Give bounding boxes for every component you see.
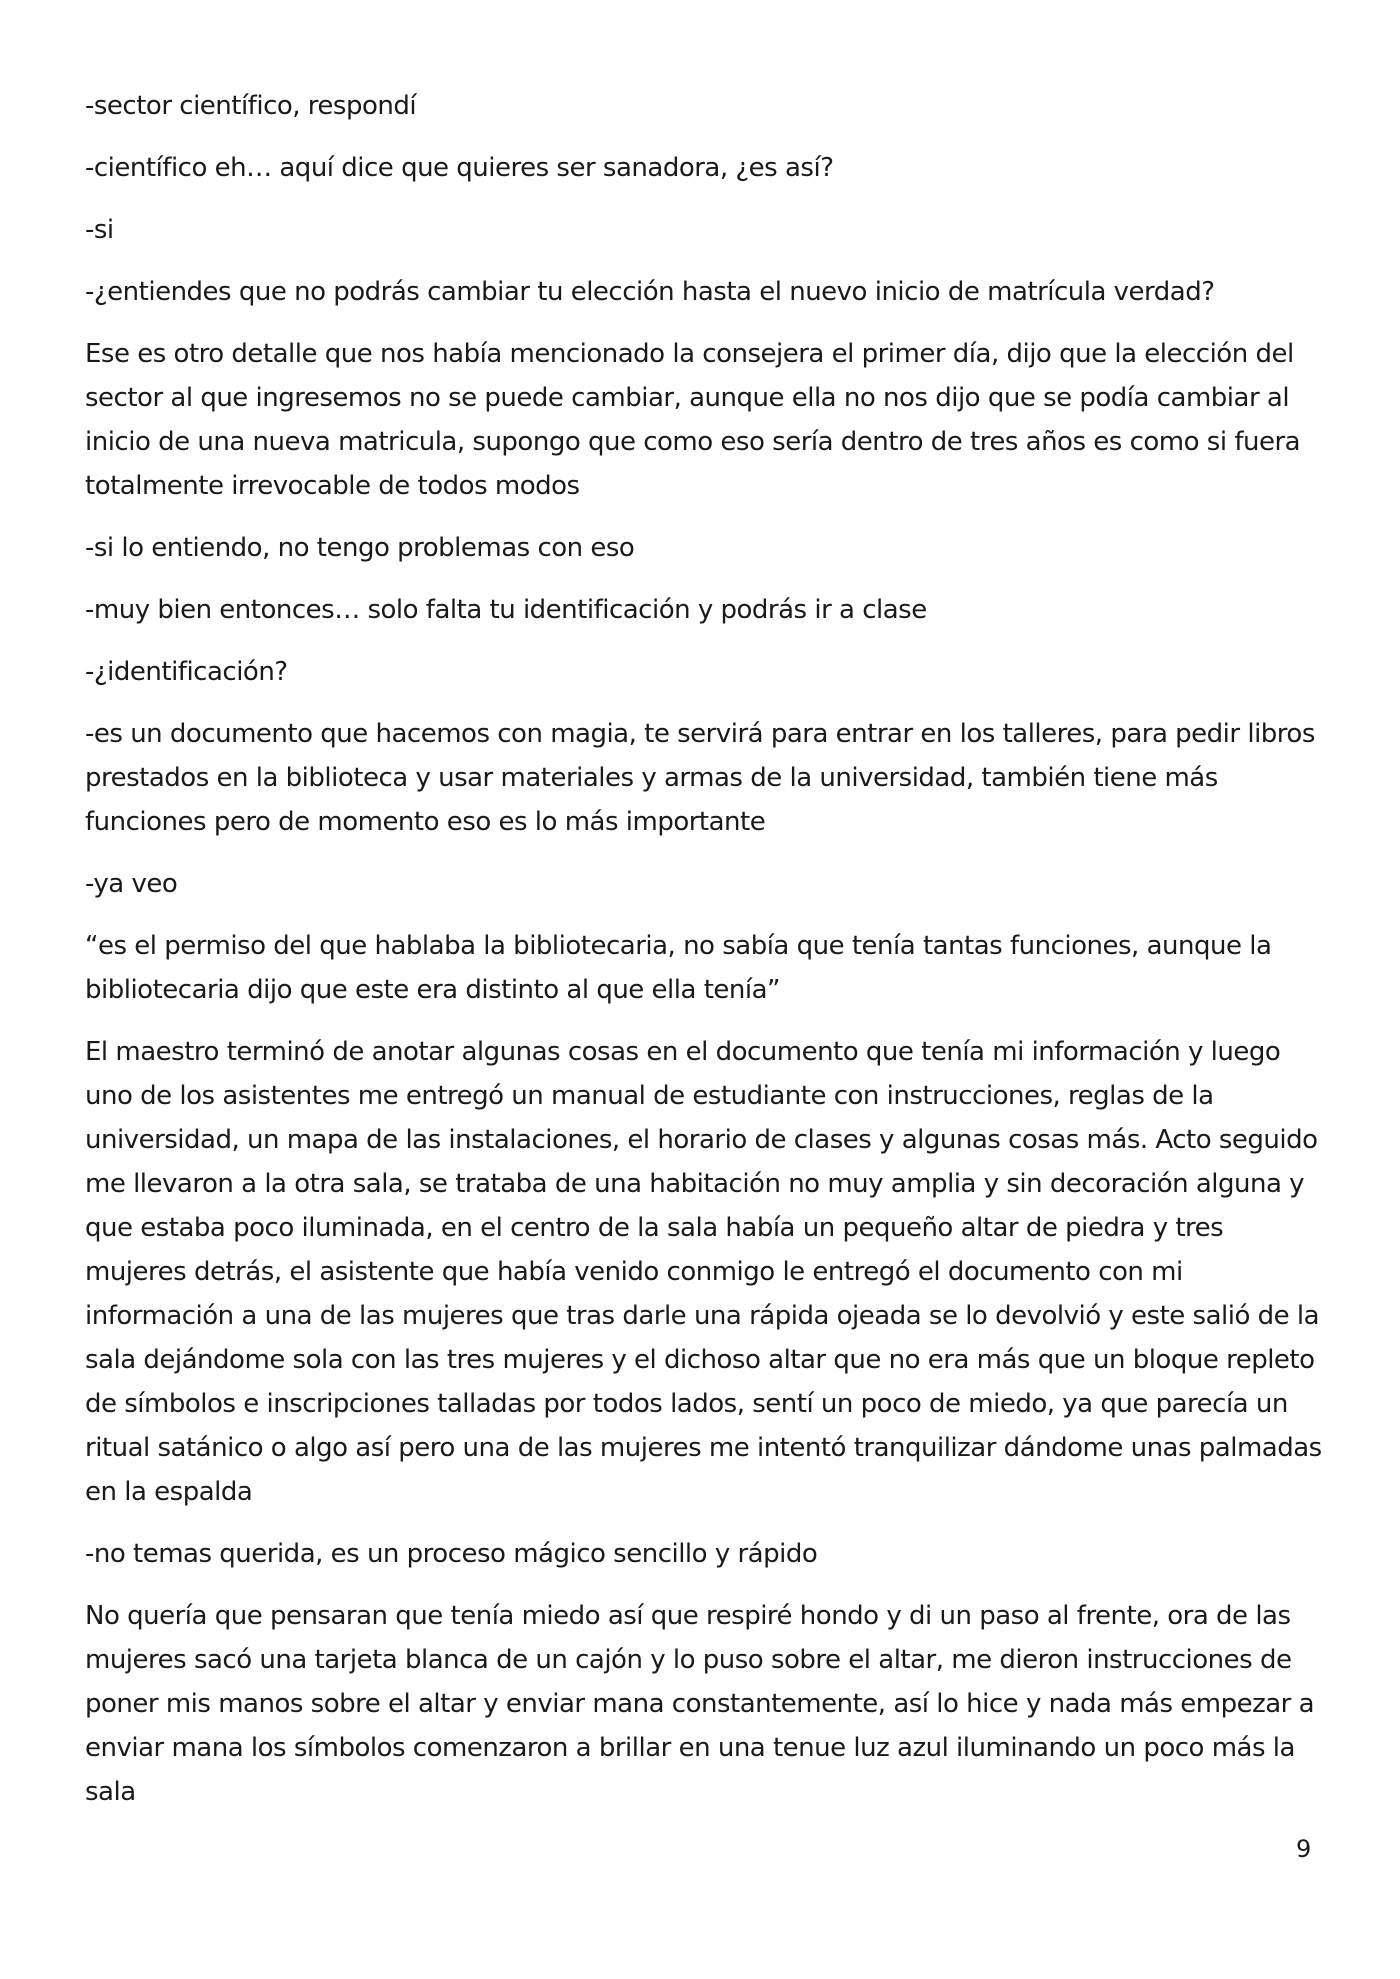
paragraph: -no temas querida, es un proceso mágico sencillo y rápido	[85, 1539, 818, 1569]
body-text	[85, 84, 1325, 1832]
paragraph: -si lo entiendo, no tengo problemas con eso	[85, 533, 635, 563]
paragraph: “es el permiso del que hablaba la bibliotecaria, no sabía que tenía tantas funciones, aunque la bibliotecaria dijo que este era distinto al que ella tenía”	[85, 931, 1272, 1005]
paragraph: -científico eh… aquí dice que quieres ser sanadora, ¿es así?	[85, 153, 834, 183]
paragraph: -sector científico, respondí	[85, 91, 417, 121]
paragraph: -si	[85, 215, 114, 245]
paragraph: -¿entiendes que no podrás cambiar tu elección hasta el nuevo inicio de matrícula verdad?	[85, 277, 1215, 307]
paragraph: No quería que pensaran que tenía miedo así que respiré hondo y di un paso al frente, ora de las mujeres sacó una tarjeta blanca de un cajón y lo puso sobre el altar, me dieron instrucciones de poner mis manos sobre el altar y enviar mana constantemente, así lo hice y nada más empezar a enviar mana los símbolos comenzaron a brillar en una tenue luz azul iluminando un poco más la sala	[85, 1601, 1315, 1807]
paragraph: -muy bien entonces… solo falta tu identificación y podrás ir a clase	[85, 595, 927, 625]
paragraph: El maestro terminó de anotar algunas cosas en el documento que tenía mi información y luego uno de los asistentes me entregó un manual de estudiante con instrucciones, reglas de la universidad, un mapa de las instalaciones, el horario de clases y algunas cosas más. Acto seguido me llevaron a la otra sala, se trataba de una habitación no muy amplia y sin decoración alguna y que estaba poco iluminada, en el centro de la sala había un pequeño altar de piedra y tres mujeres detrás, el asistente que había venido conmigo le entregó el documento con mi información a una de las mujeres que tras darle una rápida ojeada se lo devolvió y este salió de la sala dejándome sola con las tres mujeres y el dichoso altar que no era más que un bloque repleto de símbolos e inscripciones talladas por todos lados, sentí un poco de miedo, ya que parecía un ritual satánico o algo así pero una de las mujeres me intentó tranquilizar dándome unas palmadas en la espalda	[85, 1037, 1322, 1507]
page-number: 9	[1296, 1835, 1312, 1863]
paragraph: -¿identificación?	[85, 657, 288, 687]
paragraph: -ya veo	[85, 869, 178, 899]
paragraph: Ese es otro detalle que nos había mencionado la consejera el primer día, dijo que la elección del sector al que ingresemos no se puede cambiar, aunque ella no nos dijo que se podía cambiar al inicio de una nueva matricula, supongo que como eso sería dentro de tres años es como si fuera totalmente irrevocable de todos modos	[85, 339, 1301, 501]
paragraph: -es un documento que hacemos con magia, te servirá para entrar en los talleres, para pedir libros prestados en la biblioteca y usar materiales y armas de la universidad, también tiene más funciones pero de momento eso es lo más importante	[85, 719, 1315, 837]
